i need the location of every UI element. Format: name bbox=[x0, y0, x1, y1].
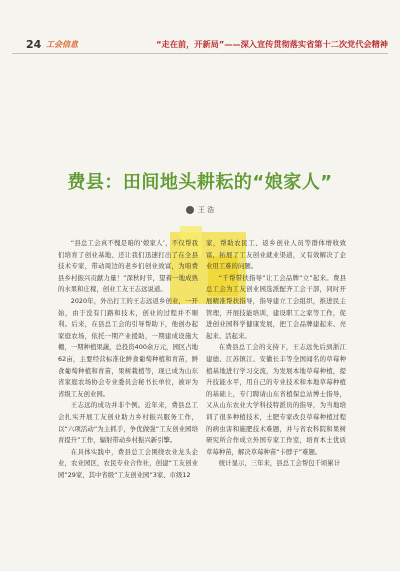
article-title: 费县：田间地头耕耘的“娘家人” bbox=[67, 172, 333, 193]
paragraph: 在具体实践中，费县总工会围绕农业龙头企业，农业园区，农民专业合作社，创建“工友创业园”29家，其中省级“工友创业园”3家、市级12 bbox=[58, 447, 198, 479]
paragraph: 2020年，外出打工的王志远返乡创业，一开始，由于没有门路和技术，创业的过程并不顺利。后来，在县总工会的引导帮助下，他创办起家庭农场，依托一期产业援助，一期建成设施大棚，一期种植果蔬，总投资400余万元，园区占地62亩，主要经营标准化鲜食葡萄种植和育苗，鲜食葡萄种植和育苗，果树栽植等，现已成为山东省家庭农场协会专业委员会秘书长单位，被评为省级工友创业园。 bbox=[58, 296, 199, 398]
running-title: “走在前，开新局”——深入宣传贯彻落实省第十二次党代会精神 bbox=[156, 39, 388, 49]
header-divider bbox=[12, 53, 388, 54]
page-number: 24 bbox=[26, 38, 42, 51]
paragraph: “县总工会真不愧是咱的‘娘家人’，不仅帮我们培育了创业基地、还让我们迅速打出了在全县技术专家，带动周边的老乡们创业致富，为咱费县乡村振兴贡献力量！”深秋时节，望着一地成熟的水果和庄稼，创业工友王志远说道。 bbox=[58, 239, 198, 294]
paragraph: 统计显示，三年来，县总工会帮包千顷累计 bbox=[218, 459, 341, 468]
author-name: 王 浩 bbox=[197, 206, 215, 214]
paragraph: 家，帮助农民工、返乡创业人员等群体增收致富，拓展了工友创业就业渠道，又有效解决了企业用工难的问题。 bbox=[206, 239, 346, 271]
paragraph: “千帮带扶指导”让工会品牌“立”起来。费县总工会为工友创业园选派配齐工会干部，同时开展精准帮扶指导，指导建立工会组织，推进民主管理，开展技能培训，建设职工之家等工作，促进创业园科学健康发展，把工会品牌建起来、亮起来、活起来。 bbox=[206, 273, 346, 340]
paragraph: 在费县总工会的支持下，王志远先后到浙江建德、江苏镇江、安徽长丰等全国闻名的草莓种植基地进行学习交流，为发展本地草莓种植，提升技能水平，用自己的专业技术和本地草莓种植的基础上，专门聘请山东省植保总站博士指导，又从山东农业大学科技特派员的指导，为当地培训了很多种植技术，土肥专家改良草莓种植过程的病虫害和施肥技术难题，并与省农科院和果树研究所合作成立外国专家工作室，培育本土优质草莓种苗，解决草莓种苗“卡脖子”难题。 bbox=[206, 343, 346, 456]
byline bbox=[0, 205, 400, 215]
author-icon bbox=[186, 206, 194, 214]
paragraph: 王志远的成功并非个例。近年来，费县总工会扎实开展工友创业助力乡村振兴服务工作，以“六项活动”为主抓手，争优做强“工友创业园培育提升”工作，辐射带动乡村振兴新引擎。 bbox=[58, 401, 198, 445]
article-left-column bbox=[58, 238, 198, 481]
magazine-logo: 工会信息 bbox=[46, 40, 78, 49]
page-header bbox=[12, 38, 388, 52]
article-right-column bbox=[206, 238, 346, 470]
